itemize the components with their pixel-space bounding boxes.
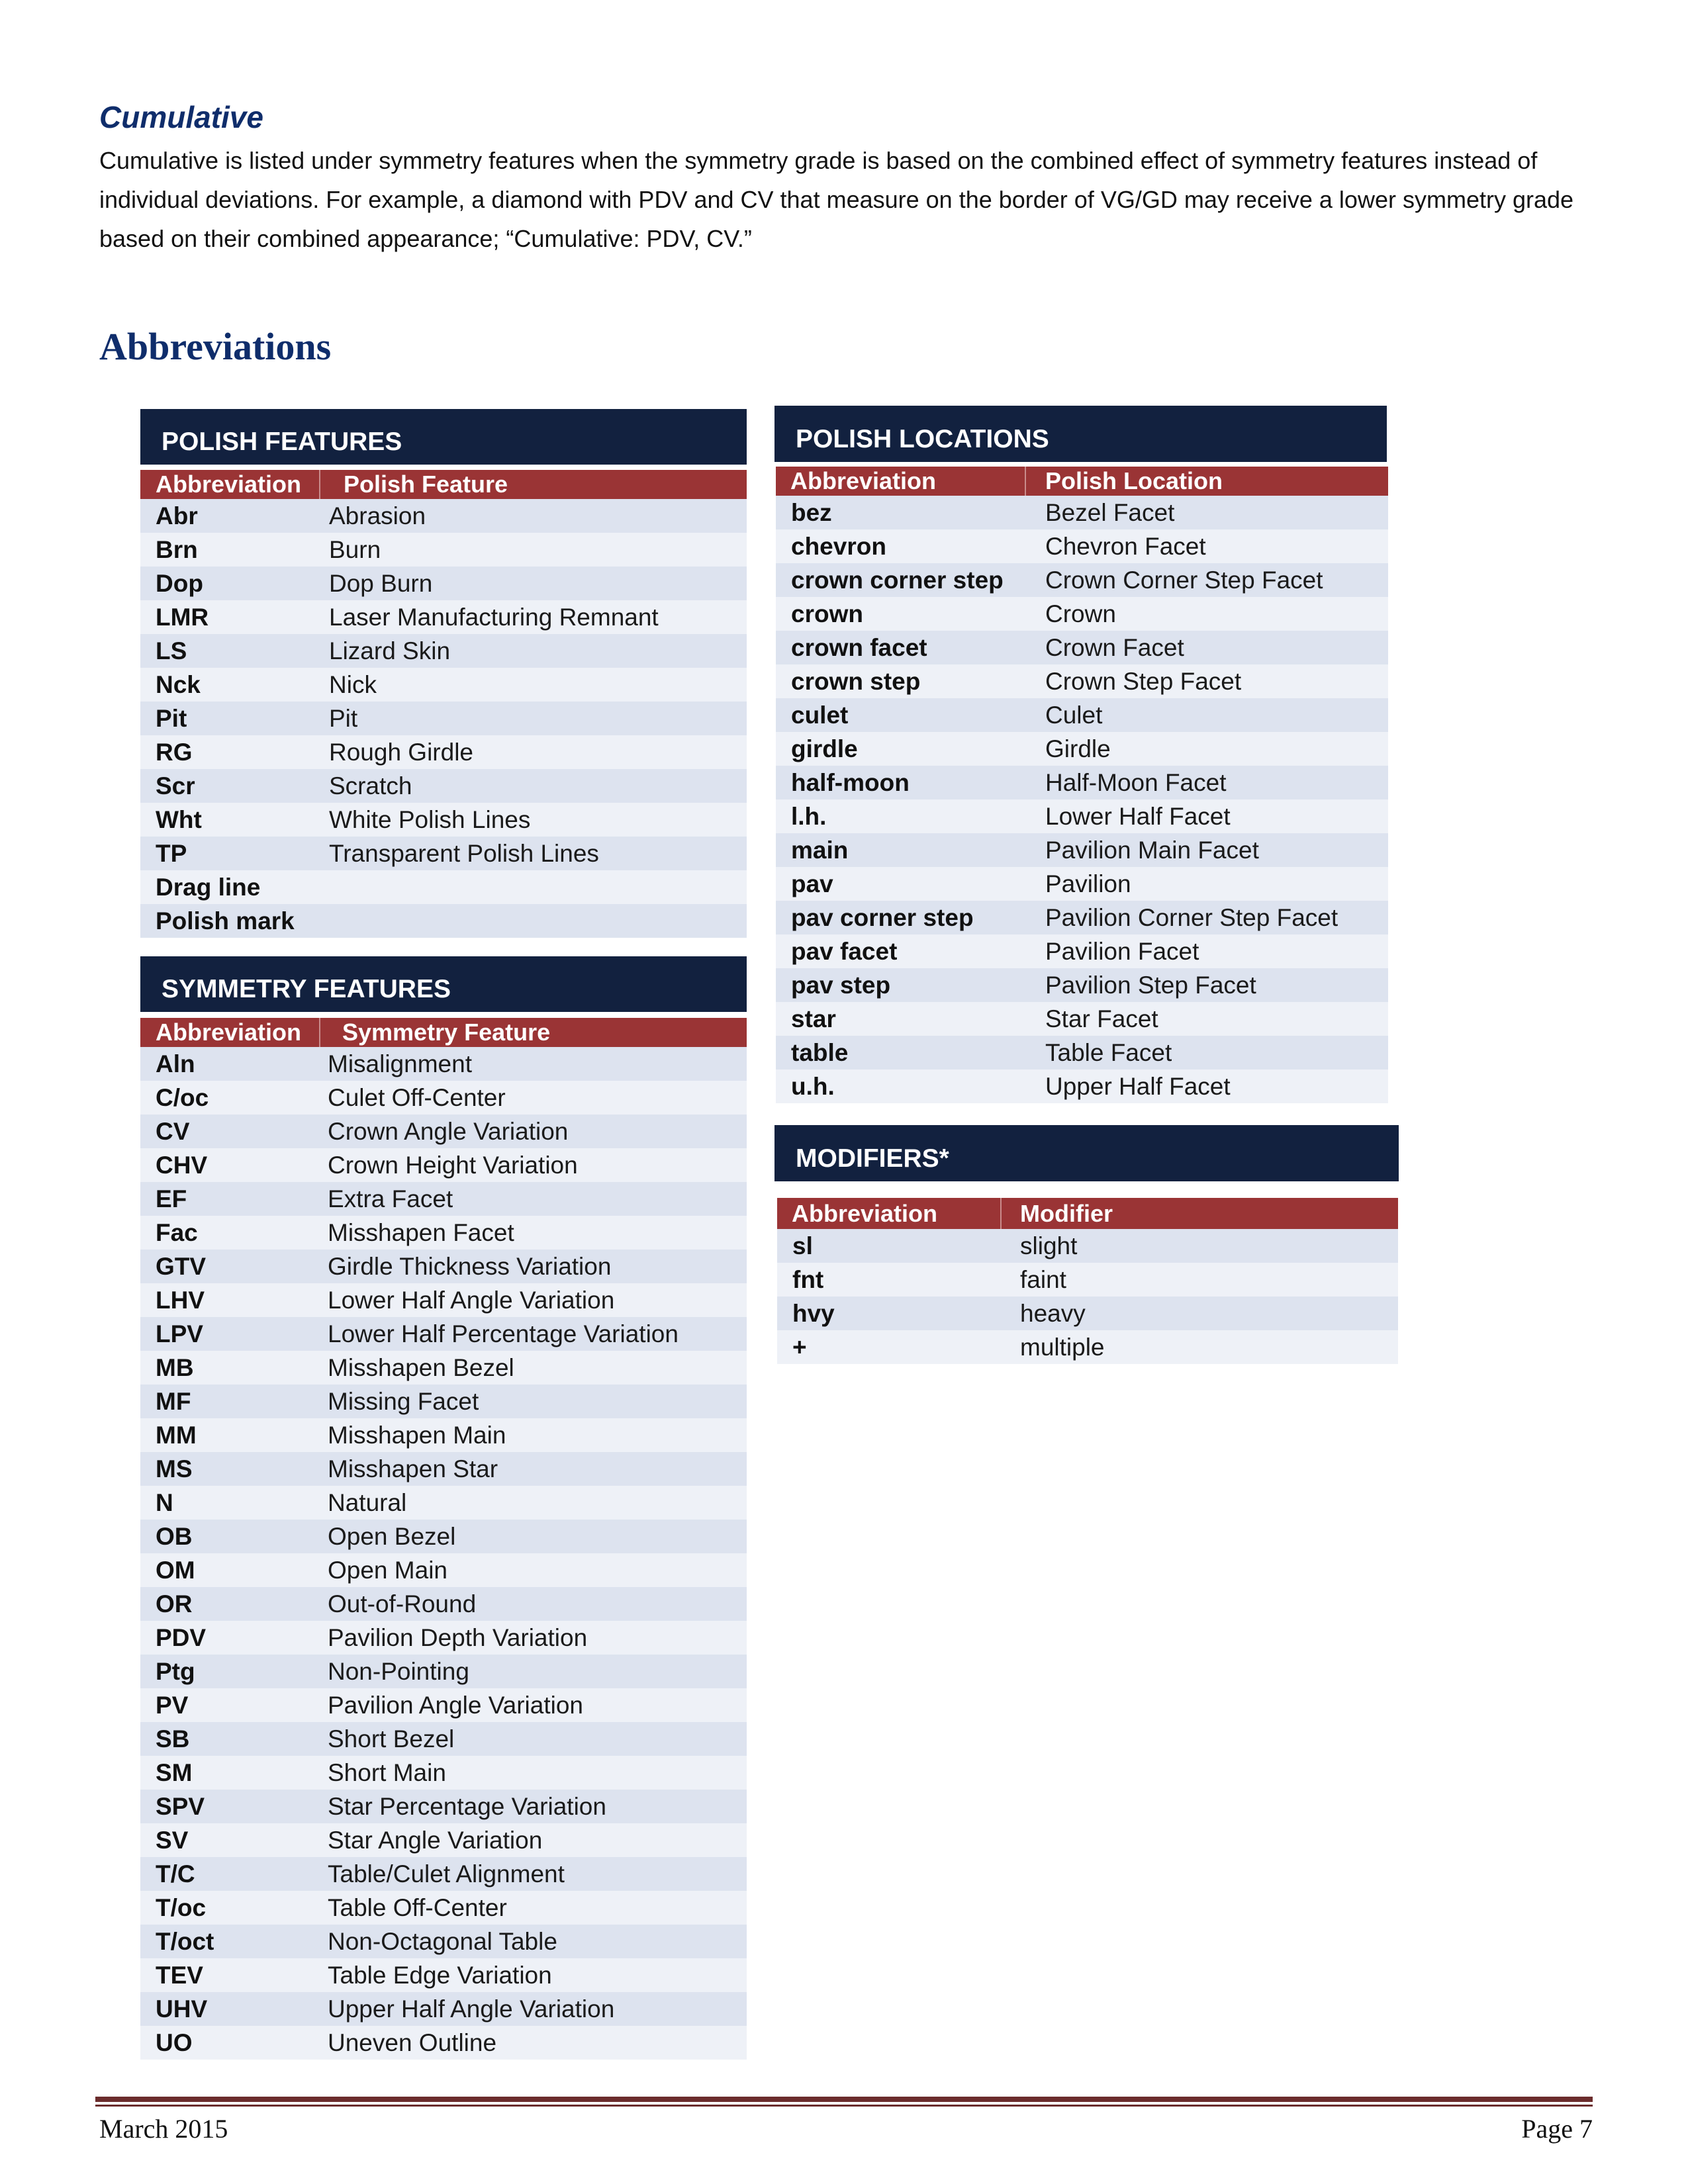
meaning-cell: Lizard Skin (329, 637, 451, 664)
table-body (140, 499, 747, 938)
abbreviation-cell: main (791, 837, 849, 864)
column-header-polish-location: Polish Location (1045, 467, 1223, 494)
table-body (777, 1229, 1398, 1364)
table-row (140, 567, 747, 600)
table-column-header (777, 1198, 1398, 1229)
meaning-cell: Nick (329, 671, 377, 698)
meaning-cell: Crown Angle Variation (328, 1118, 569, 1145)
meaning-cell: Pavilion Step Facet (1045, 972, 1256, 999)
abbreviation-cell: Drag line (156, 874, 261, 901)
table-row (140, 1621, 747, 1655)
abbreviation-cell: + (792, 1334, 807, 1361)
meaning-cell: Crown Height Variation (328, 1152, 578, 1179)
abbreviation-cell: SV (156, 1827, 189, 1854)
abbreviation-cell: Abr (156, 502, 198, 529)
abbreviation-cell: MM (156, 1422, 197, 1449)
abbreviation-cell: T/C (156, 1860, 195, 1888)
table-row (140, 634, 747, 668)
table-row (776, 664, 1388, 698)
table-row (776, 631, 1388, 664)
table-row (140, 1722, 747, 1756)
table-row (140, 904, 747, 938)
table-row (140, 735, 747, 769)
table-row (776, 732, 1388, 766)
meaning-cell: Culet (1045, 702, 1103, 729)
table-row (140, 1553, 747, 1587)
meaning-cell: Crown Corner Step Facet (1045, 567, 1323, 594)
table-row (776, 597, 1388, 631)
abbreviation-cell: pav corner step (791, 904, 974, 931)
abbreviation-cell: crown step (791, 668, 921, 695)
meaning-cell: Lower Half Facet (1045, 803, 1231, 830)
abbreviation-cell: chevron (791, 533, 886, 560)
meaning-cell: Crown Facet (1045, 634, 1184, 661)
table-row (776, 529, 1388, 563)
table-column-header (140, 1018, 747, 1047)
table-row (140, 1148, 747, 1182)
meaning-cell: Table/Culet Alignment (328, 1860, 565, 1888)
meaning-cell: Lower Half Angle Variation (328, 1287, 615, 1314)
footer-rule-thin (95, 2105, 1593, 2107)
abbreviation-cell: C/oc (156, 1084, 209, 1111)
polish-features-title: POLISH FEATURES (162, 428, 402, 456)
abbreviation-cell: crown (791, 600, 863, 627)
meaning-cell: Transparent Polish Lines (329, 840, 599, 867)
abbreviation-cell: CHV (156, 1152, 208, 1179)
meaning-cell: Bezel Facet (1045, 499, 1175, 526)
abbreviation-cell: EF (156, 1185, 187, 1212)
table-row (140, 1857, 747, 1891)
meaning-cell: Non-Pointing (328, 1658, 469, 1685)
abbreviation-cell: OB (156, 1523, 193, 1550)
meaning-cell: Open Main (328, 1557, 447, 1584)
abbreviation-cell: pav (791, 870, 833, 897)
meaning-cell: Culet Off-Center (328, 1084, 506, 1111)
meaning-cell: Laser Manufacturing Remnant (329, 604, 659, 631)
abbreviation-cell: bez (791, 499, 832, 526)
column-header-abbreviation: Abbreviation (156, 471, 302, 498)
table-row (140, 2026, 747, 2060)
meaning-cell: Table Facet (1045, 1039, 1172, 1066)
table-row (776, 799, 1388, 833)
abbreviation-cell: GTV (156, 1253, 207, 1280)
abbreviation-cell: half-moon (791, 769, 910, 796)
abbreviation-cell: RG (156, 739, 193, 766)
table-row (140, 803, 747, 837)
table-row (140, 499, 747, 533)
meaning-cell: slight (1020, 1232, 1078, 1259)
symmetry-features-title: SYMMETRY FEATURES (162, 975, 451, 1003)
table-body (776, 496, 1388, 1103)
table-row (140, 1317, 747, 1351)
column-header-symmetry-feature: Symmetry Feature (342, 1019, 551, 1046)
abbreviation-cell: Scr (156, 772, 195, 799)
polish-features-title-bar (140, 409, 747, 465)
section-heading-abbreviations: Abbreviations (99, 325, 332, 368)
column-header-modifier: Modifier (1020, 1200, 1113, 1227)
table-column-header (776, 467, 1388, 496)
abbreviation-cell: UHV (156, 1995, 208, 2023)
table-row (140, 1486, 747, 1520)
abbreviation-cell: T/oc (156, 1894, 207, 1921)
meaning-cell: multiple (1020, 1334, 1105, 1361)
abbreviation-cell: Ptg (156, 1658, 195, 1685)
table-row (140, 1385, 747, 1418)
table-row (140, 1047, 747, 1081)
meaning-cell: Pavilion Facet (1045, 938, 1199, 965)
table-row (140, 1452, 747, 1486)
table-row (140, 1351, 747, 1385)
abbreviation-cell: Dop (156, 570, 203, 597)
table-row (776, 934, 1388, 968)
abbreviation-cell: MF (156, 1388, 191, 1415)
table-row (777, 1229, 1398, 1263)
abbreviation-cell: CV (156, 1118, 190, 1145)
table-row (140, 600, 747, 634)
meaning-cell: faint (1020, 1266, 1066, 1293)
abbreviation-cell: culet (791, 702, 849, 729)
meaning-cell: Pavilion (1045, 870, 1131, 897)
meaning-cell: Open Bezel (328, 1523, 456, 1550)
meaning-cell: Burn (329, 536, 381, 563)
abbreviation-cell: hvy (792, 1300, 835, 1327)
abbreviation-cell: LMR (156, 604, 209, 631)
abbreviation-cell: SM (156, 1759, 193, 1786)
abbreviation-cell: Polish mark (156, 907, 295, 934)
table-row (140, 1587, 747, 1621)
meaning-cell: Pavilion Corner Step Facet (1045, 904, 1338, 931)
table-row (140, 1418, 747, 1452)
meaning-cell: Crown (1045, 600, 1116, 627)
table-row (140, 668, 747, 702)
meaning-cell: Pit (329, 705, 358, 732)
symmetry-features-table (140, 1018, 747, 2060)
meaning-cell: Half-Moon Facet (1045, 769, 1227, 796)
table-row (140, 533, 747, 567)
table-body (140, 1047, 747, 2060)
table-row (140, 1756, 747, 1790)
meaning-cell: Missing Facet (328, 1388, 479, 1415)
abbreviation-cell: LS (156, 637, 187, 664)
meaning-cell: Table Edge Variation (328, 1962, 552, 1989)
abbreviation-cell: TEV (156, 1962, 203, 1989)
meaning-cell: Pavilion Depth Variation (328, 1624, 588, 1651)
abbreviation-cell: MB (156, 1354, 194, 1381)
meaning-cell: Star Percentage Variation (328, 1793, 606, 1820)
table-row (776, 698, 1388, 732)
abbreviation-cell: OM (156, 1557, 195, 1584)
table-row (140, 1655, 747, 1688)
column-divider (1025, 467, 1026, 496)
abbreviation-cell: crown corner step (791, 567, 1004, 594)
meaning-cell: Star Angle Variation (328, 1827, 543, 1854)
abbreviation-cell: N (156, 1489, 173, 1516)
table-row (777, 1297, 1398, 1330)
meaning-cell: Table Off-Center (328, 1894, 507, 1921)
meaning-cell: Non-Octagonal Table (328, 1928, 557, 1955)
meaning-cell: Short Bezel (328, 1725, 455, 1752)
meaning-cell: Girdle Thickness Variation (328, 1253, 612, 1280)
abbreviation-cell: star (791, 1005, 836, 1032)
table-row (777, 1330, 1398, 1364)
column-header-abbreviation: Abbreviation (792, 1200, 938, 1227)
table-row (140, 1688, 747, 1722)
polish-locations-title: POLISH LOCATIONS (796, 425, 1049, 453)
abbreviation-cell: pav facet (791, 938, 898, 965)
meaning-cell: Chevron Facet (1045, 533, 1206, 560)
column-header-polish-feature: Polish Feature (344, 471, 508, 498)
abbreviation-cell: girdle (791, 735, 858, 762)
abbreviation-cell: pav step (791, 972, 891, 999)
table-row (776, 1036, 1388, 1069)
table-row (140, 1283, 747, 1317)
meaning-cell: Misshapen Star (328, 1455, 498, 1482)
table-row (140, 870, 747, 904)
table-row (140, 1823, 747, 1857)
meaning-cell: Upper Half Angle Variation (328, 1995, 615, 2023)
table-row (140, 1081, 747, 1115)
column-divider (319, 470, 320, 499)
table-row (140, 1115, 747, 1148)
table-row (140, 1182, 747, 1216)
table-row (140, 1891, 747, 1925)
abbreviation-cell: MS (156, 1455, 193, 1482)
meaning-cell: Rough Girdle (329, 739, 474, 766)
abbreviation-cell: table (791, 1039, 849, 1066)
abbreviation-cell: crown facet (791, 634, 927, 661)
cumulative-paragraph: Cumulative is listed under symmetry features when the symmetry grade is based on the combined effect of symmetry features instead of individual deviations. For example, a diamond with PDV and CV that measure on the border of VG/GD may receive a lower symmetry grade based on their combined appearance; “Cumulative: PDV, CV.” (99, 147, 1574, 252)
abbreviation-cell: Brn (156, 536, 198, 563)
meaning-cell: Abrasion (329, 502, 426, 529)
table-row (776, 496, 1388, 529)
column-divider (319, 1018, 320, 1047)
table-row (140, 1925, 747, 1958)
meaning-cell: Star Facet (1045, 1005, 1158, 1032)
abbreviation-cell: sl (792, 1232, 813, 1259)
meaning-cell: Extra Facet (328, 1185, 453, 1212)
page-number: Page 7 (1521, 2114, 1593, 2144)
table-row (140, 1216, 747, 1250)
table-row (776, 901, 1388, 934)
polish-features-table (140, 470, 747, 938)
polish-locations-table (776, 467, 1388, 1103)
table-column-header (140, 470, 747, 499)
table-row (140, 1958, 747, 1992)
meaning-cell: Crown Step Facet (1045, 668, 1242, 695)
meaning-cell: Pavilion Main Facet (1045, 837, 1259, 864)
meaning-cell: Lower Half Percentage Variation (328, 1320, 679, 1347)
abbreviation-cell: SB (156, 1725, 190, 1752)
table-row (140, 702, 747, 735)
abbreviation-cell: Aln (156, 1050, 195, 1077)
meaning-cell: Misshapen Main (328, 1422, 506, 1449)
modifiers-table (777, 1198, 1398, 1364)
meaning-cell: Pavilion Angle Variation (328, 1692, 584, 1719)
polish-locations-title-bar (774, 406, 1387, 462)
meaning-cell: Out-of-Round (328, 1590, 477, 1617)
table-row (140, 769, 747, 803)
meaning-cell: White Polish Lines (329, 806, 531, 833)
table-row (776, 968, 1388, 1002)
abbreviation-cell: T/oct (156, 1928, 214, 1955)
meaning-cell: Dop Burn (329, 570, 433, 597)
table-row (140, 1992, 747, 2026)
abbreviation-cell: UO (156, 2029, 193, 2056)
abbreviation-cell: SPV (156, 1793, 205, 1820)
table-row (776, 833, 1388, 867)
meaning-cell: Uneven Outline (328, 2029, 497, 2056)
section-heading-cumulative: Cumulative (99, 100, 263, 134)
abbreviation-cell: u.h. (791, 1073, 835, 1100)
meaning-cell: Scratch (329, 772, 412, 799)
abbreviation-cell: Fac (156, 1219, 198, 1246)
symmetry-features-title-bar (140, 956, 747, 1012)
meaning-cell: heavy (1020, 1300, 1086, 1327)
footer-rule (95, 2097, 1593, 2102)
meaning-cell: Misalignment (328, 1050, 472, 1077)
meaning-cell: Upper Half Facet (1045, 1073, 1231, 1100)
table-row (776, 867, 1388, 901)
table-row (140, 1520, 747, 1553)
abbreviation-cell: LPV (156, 1320, 203, 1347)
table-row (776, 766, 1388, 799)
abbreviation-cell: Nck (156, 671, 201, 698)
modifiers-title: MODIFIERS* (796, 1144, 949, 1173)
table-row (776, 563, 1388, 597)
table-row (140, 1250, 747, 1283)
footer-date: March 2015 (99, 2114, 228, 2144)
meaning-cell: Natural (328, 1489, 407, 1516)
abbreviation-cell: TP (156, 840, 187, 867)
modifiers-title-bar (774, 1125, 1399, 1181)
abbreviation-cell: Pit (156, 705, 187, 732)
meaning-cell: Misshapen Facet (328, 1219, 514, 1246)
table-row (140, 1790, 747, 1823)
abbreviation-cell: PV (156, 1692, 189, 1719)
table-row (776, 1069, 1388, 1103)
column-divider (1000, 1198, 1002, 1229)
column-header-abbreviation: Abbreviation (790, 467, 937, 494)
abbreviation-cell: l.h. (791, 803, 827, 830)
meaning-cell: Girdle (1045, 735, 1111, 762)
abbreviation-cell: OR (156, 1590, 193, 1617)
abbreviation-cell: fnt (792, 1266, 824, 1293)
abbreviation-cell: LHV (156, 1287, 205, 1314)
table-row (776, 1002, 1388, 1036)
abbreviation-cell: PDV (156, 1624, 207, 1651)
meaning-cell: Misshapen Bezel (328, 1354, 514, 1381)
meaning-cell: Short Main (328, 1759, 446, 1786)
table-row (777, 1263, 1398, 1297)
abbreviation-cell: Wht (156, 806, 202, 833)
table-row (140, 837, 747, 870)
column-header-abbreviation: Abbreviation (156, 1019, 302, 1046)
